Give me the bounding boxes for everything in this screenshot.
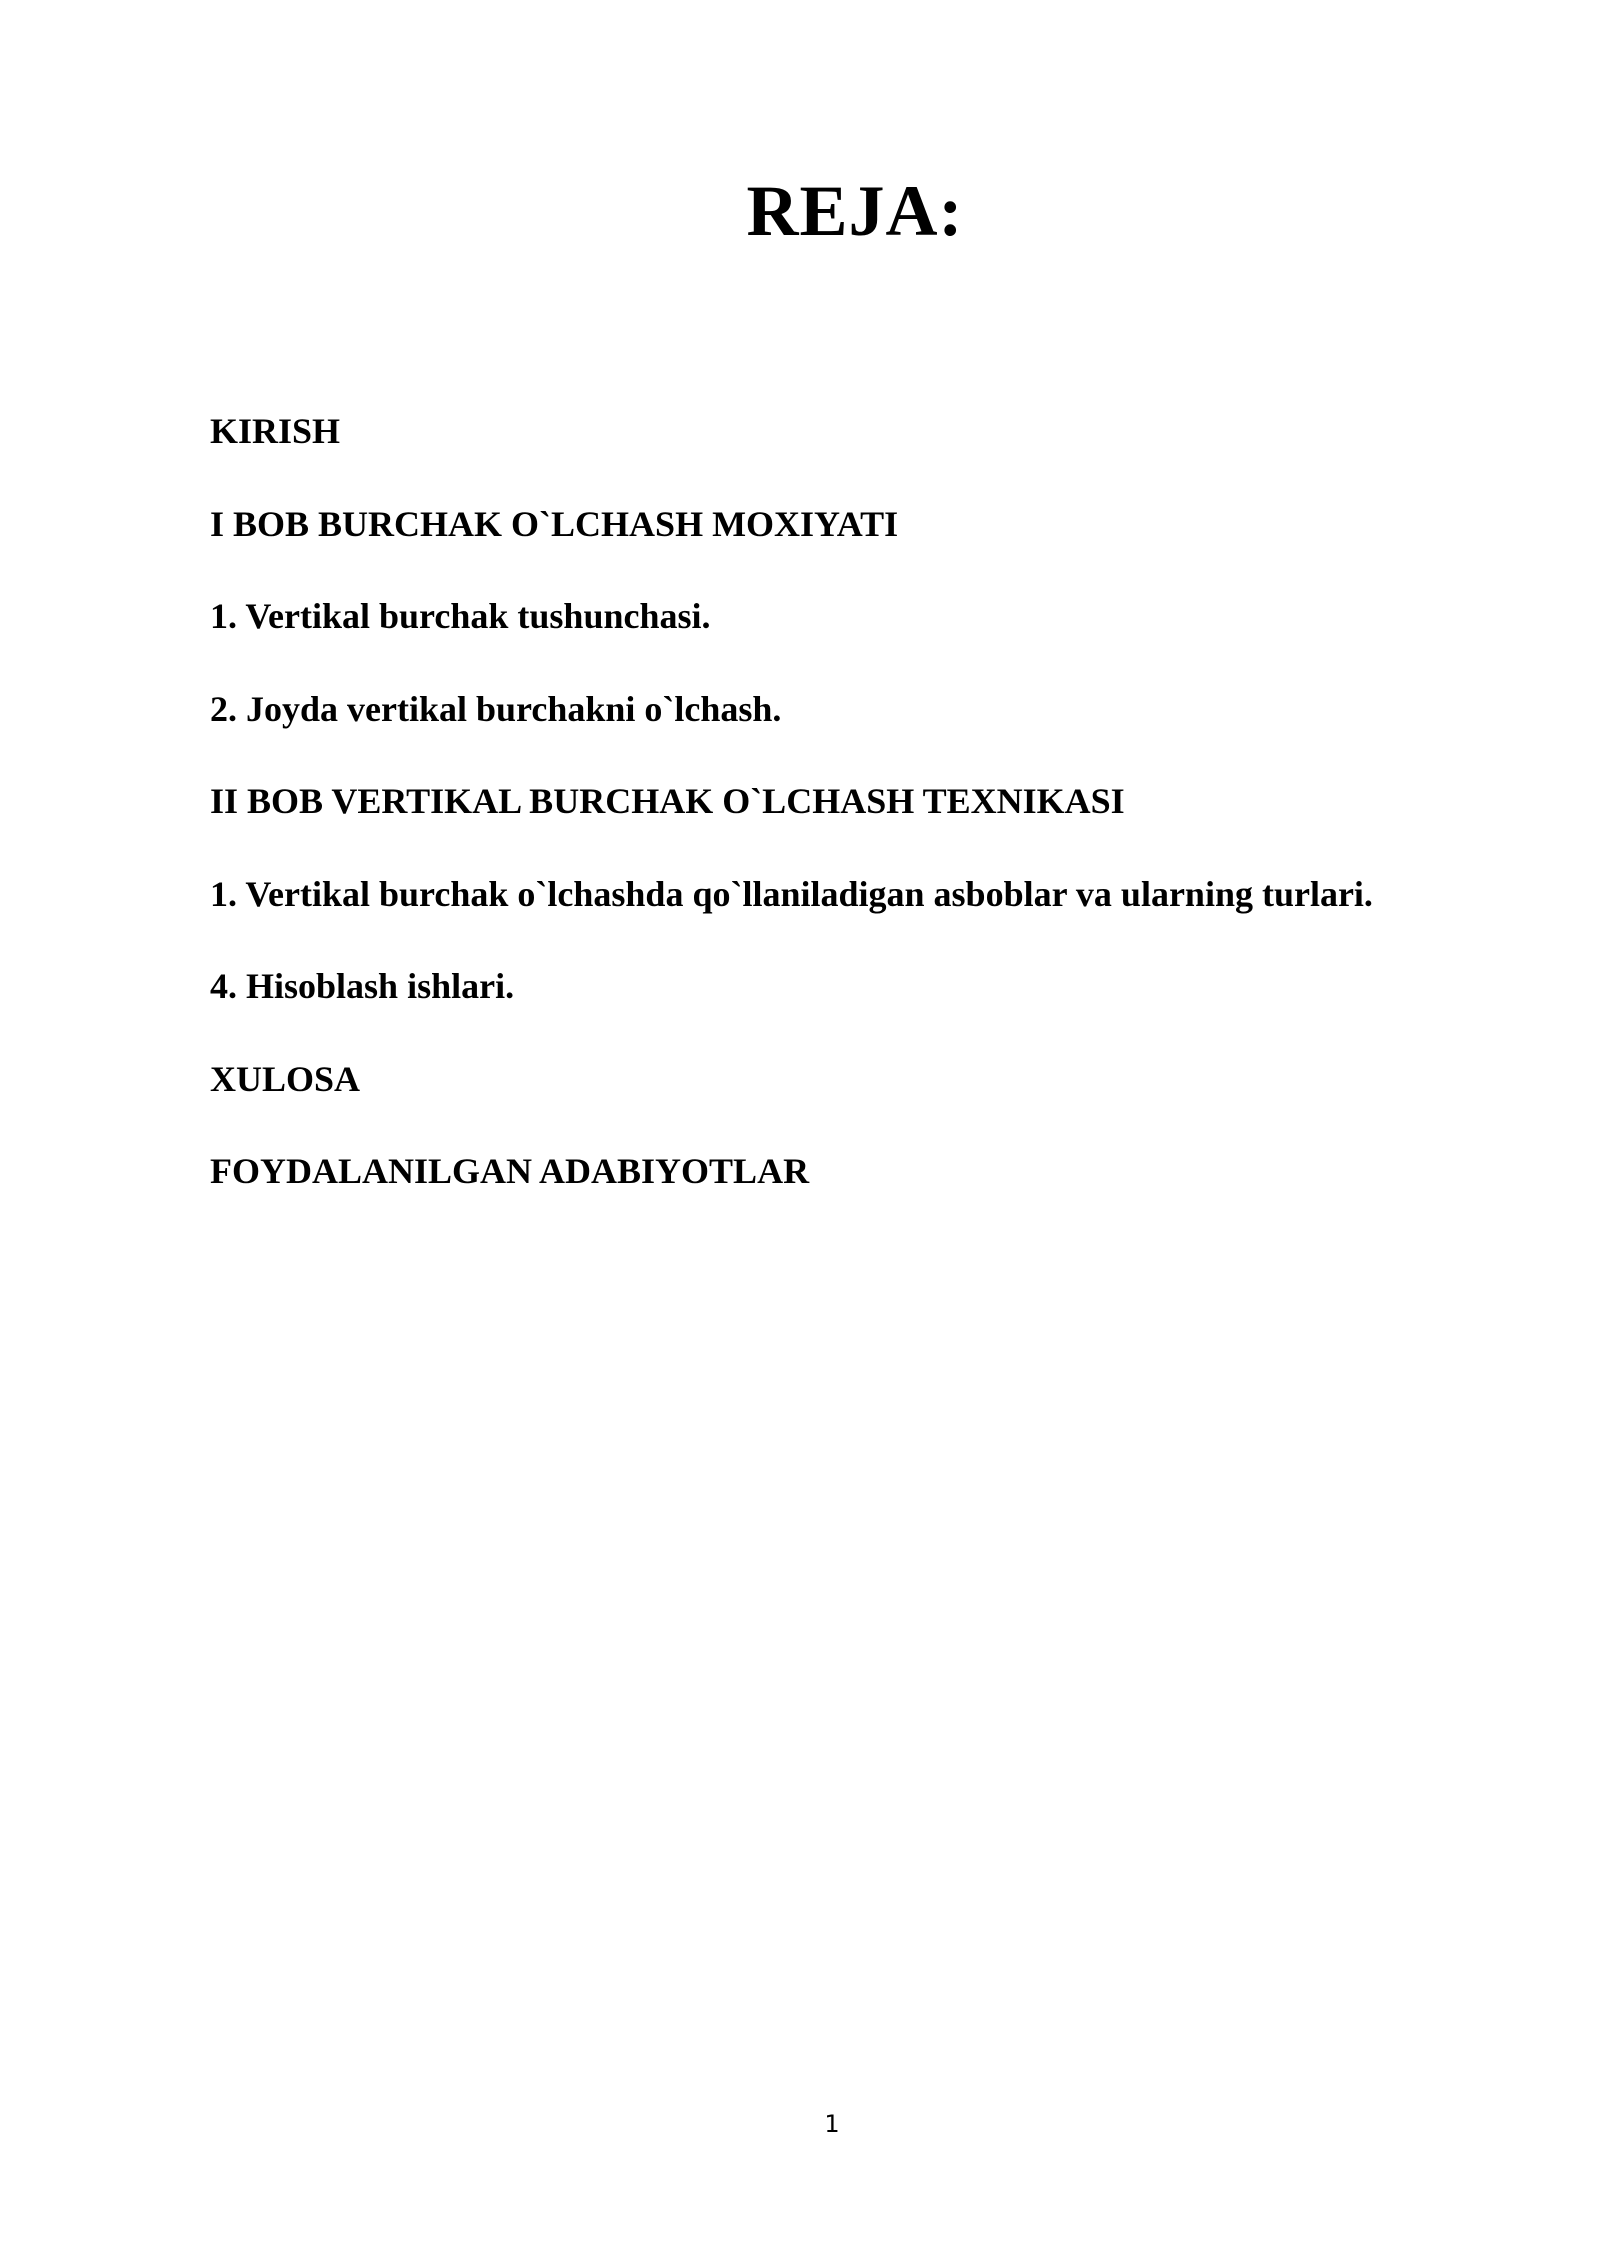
outline-item-chapter-1-section-1: 1. Vertikal burchak tushunchasi. [210,596,711,636]
outline-item-references: FOYDALANILGAN ADABIYOTLAR [210,1151,810,1191]
outline-item-chapter-2: II BOB VERTIKAL BURCHAK O`LCHASH TEXNIKASI [210,781,1125,821]
outline-item-chapter-1-section-2: 2. Joyda vertikal burchakni o`lchash. [210,688,782,729]
outline-item-chapter-2-section-1: 1. Vertikal burchak o`lchashda qo`llaniladigan asboblar va ularning turlari. [210,873,1373,914]
outline-item-chapter-2-section-4: 4. Hisoblash ishlari. [210,966,515,1006]
outline-item-conclusion: XULOSA [210,1058,361,1099]
page-number: 1 [824,2110,840,2138]
outline-item-chapter-1: I BOB BURCHAK O`LCHASH MOXIYATI [210,503,899,544]
page-title: REJA: [746,171,964,251]
plan-outline [210,410,1510,1243]
outline-item-intro: KIRISH [210,411,341,451]
